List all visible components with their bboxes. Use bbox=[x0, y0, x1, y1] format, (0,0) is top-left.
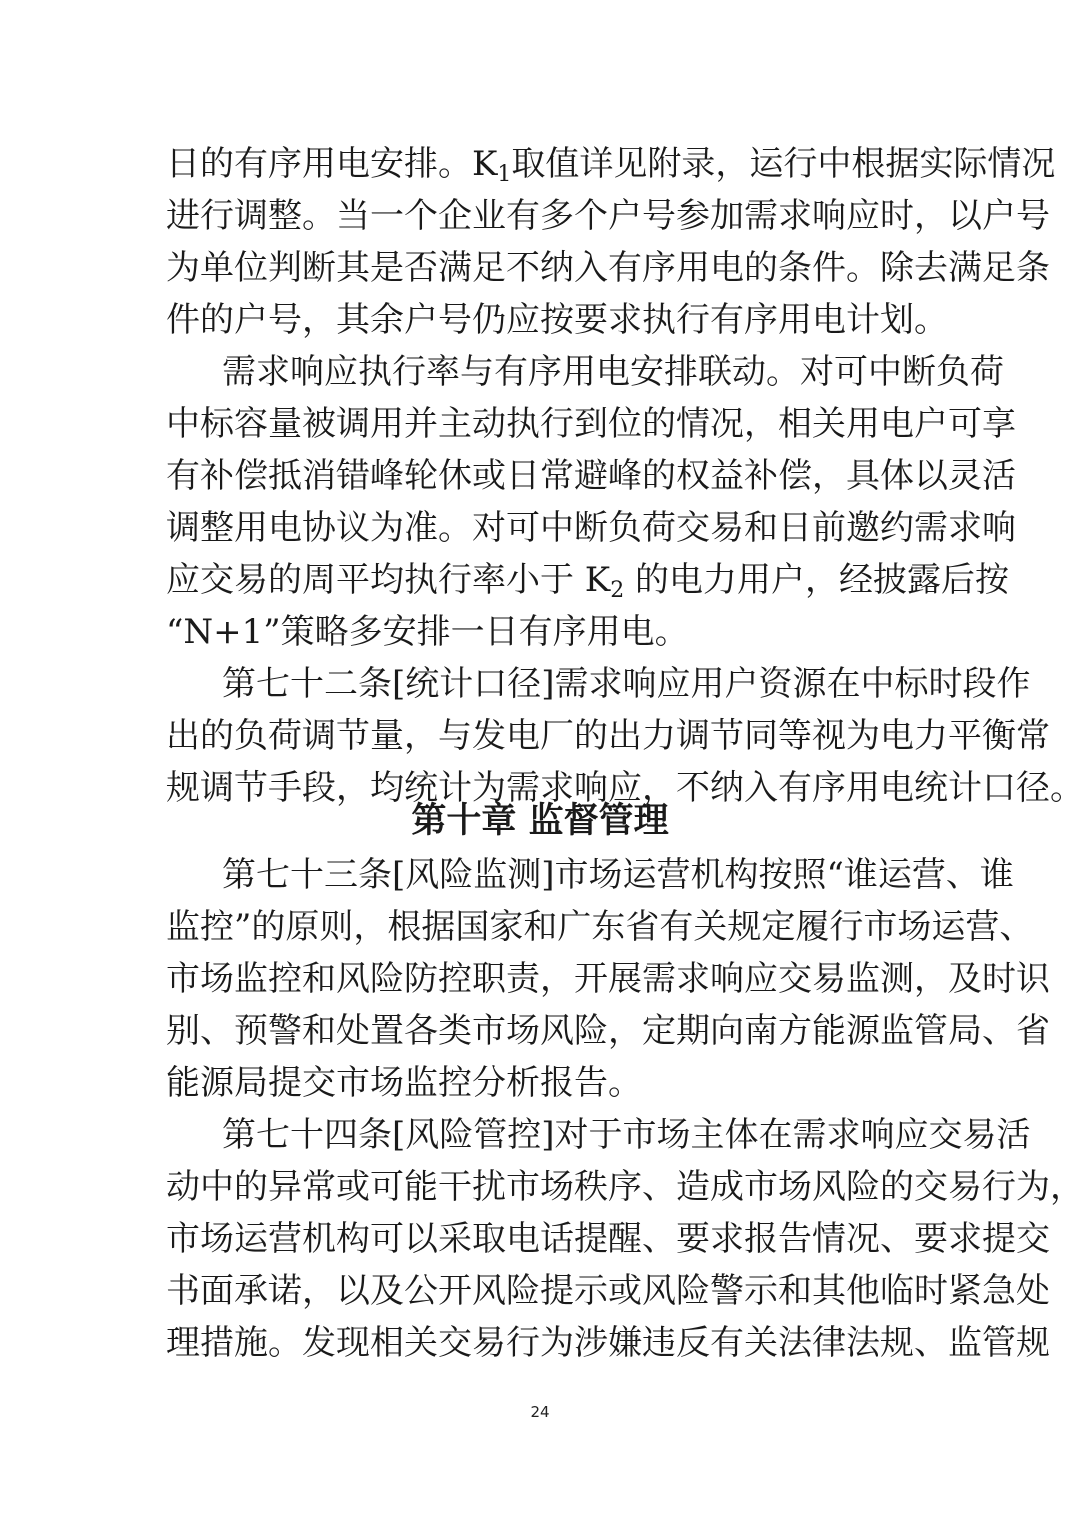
page-number: 24 bbox=[530, 1403, 550, 1421]
para1-line3: 为单位判断其是否满足不纳入有序用电的条件。除去满足条 bbox=[166, 248, 1050, 288]
para1-line2: 进行调整。当一个企业有多个户号参加需求响应时，以户号 bbox=[166, 196, 1050, 236]
article74-line4: 书面承诺，以及公开风险提示或风险警示和其他临时紧急处 bbox=[166, 1271, 1050, 1311]
para2-line5-text-a: 应交易的周平均执行率小于 K bbox=[166, 560, 611, 600]
para2-line6: “N+1”策略多安排一日有序用电。 bbox=[166, 612, 689, 652]
article73-line3: 市场监控和风险防控职责，开展需求响应交易监测，及时识 bbox=[166, 959, 1050, 999]
para2-line5 bbox=[166, 554, 1010, 606]
para2-line5-text-b: 的电力用户，经披露后按 bbox=[624, 560, 1010, 600]
article73-line2: 监控”的原则，根据国家和广东省有关规定履行市场运营、 bbox=[166, 907, 1034, 947]
para2-line4: 调整用电协议为准。对可中断负荷交易和日前邀约需求响 bbox=[166, 508, 1016, 548]
para2-line2: 中标容量被调用并主动执行到位的情况，相关用电户可享 bbox=[166, 404, 1016, 444]
article72-line3: 规调节手段，均统计为需求响应，不纳入有序用电统计口径。 bbox=[166, 768, 1084, 808]
para2-line1: 需求响应执行率与有序用电安排联动。对可中断负荷 bbox=[222, 352, 1004, 392]
article73-line4: 别、预警和处置各类市场风险，定期向南方能源监管局、省 bbox=[166, 1011, 1050, 1051]
article74-line1: 第七十四条[风险管控]对于市场主体在需求响应交易活 bbox=[222, 1115, 1031, 1155]
para2-line3: 有补偿抵消错峰轮休或日常避峰的权益补偿，具体以灵活 bbox=[166, 456, 1016, 496]
para1-line1-text-a: 日的有序用电安排。K bbox=[166, 144, 498, 184]
article74-line2: 动中的异常或可能干扰市场秩序、造成市场风险的交易行为， bbox=[166, 1167, 1084, 1207]
para1-line1 bbox=[166, 138, 1056, 190]
article73-line1: 第七十三条[风险监测]市场运营机构按照“谁运营、谁 bbox=[222, 855, 1014, 895]
article72-line2: 出的负荷调节量，与发电厂的出力调节同等视为电力平衡常 bbox=[166, 716, 1050, 756]
para1-line4: 件的户号，其余户号仍应按要求执行有序用电计划。 bbox=[166, 300, 948, 340]
article72-line1: 第七十二条[统计口径]需求响应用户资源在中标时段作 bbox=[222, 664, 1031, 704]
chapter-heading: 第十章 监督管理 bbox=[411, 801, 669, 841]
article74-line3: 市场运营机构可以采取电话提醒、要求报告情况、要求提交 bbox=[166, 1219, 1050, 1259]
k1-subscript: 1 bbox=[497, 162, 512, 187]
article74-line5: 理措施。发现相关交易行为涉嫌违反有关法律法规、监管规 bbox=[166, 1323, 1050, 1363]
k2-subscript: 2 bbox=[610, 578, 625, 603]
para1-line1-text-b: 取值详见附录，运行中根据实际情况 bbox=[511, 144, 1056, 184]
article73-line5: 能源局提交市场监控分析报告。 bbox=[166, 1063, 642, 1103]
